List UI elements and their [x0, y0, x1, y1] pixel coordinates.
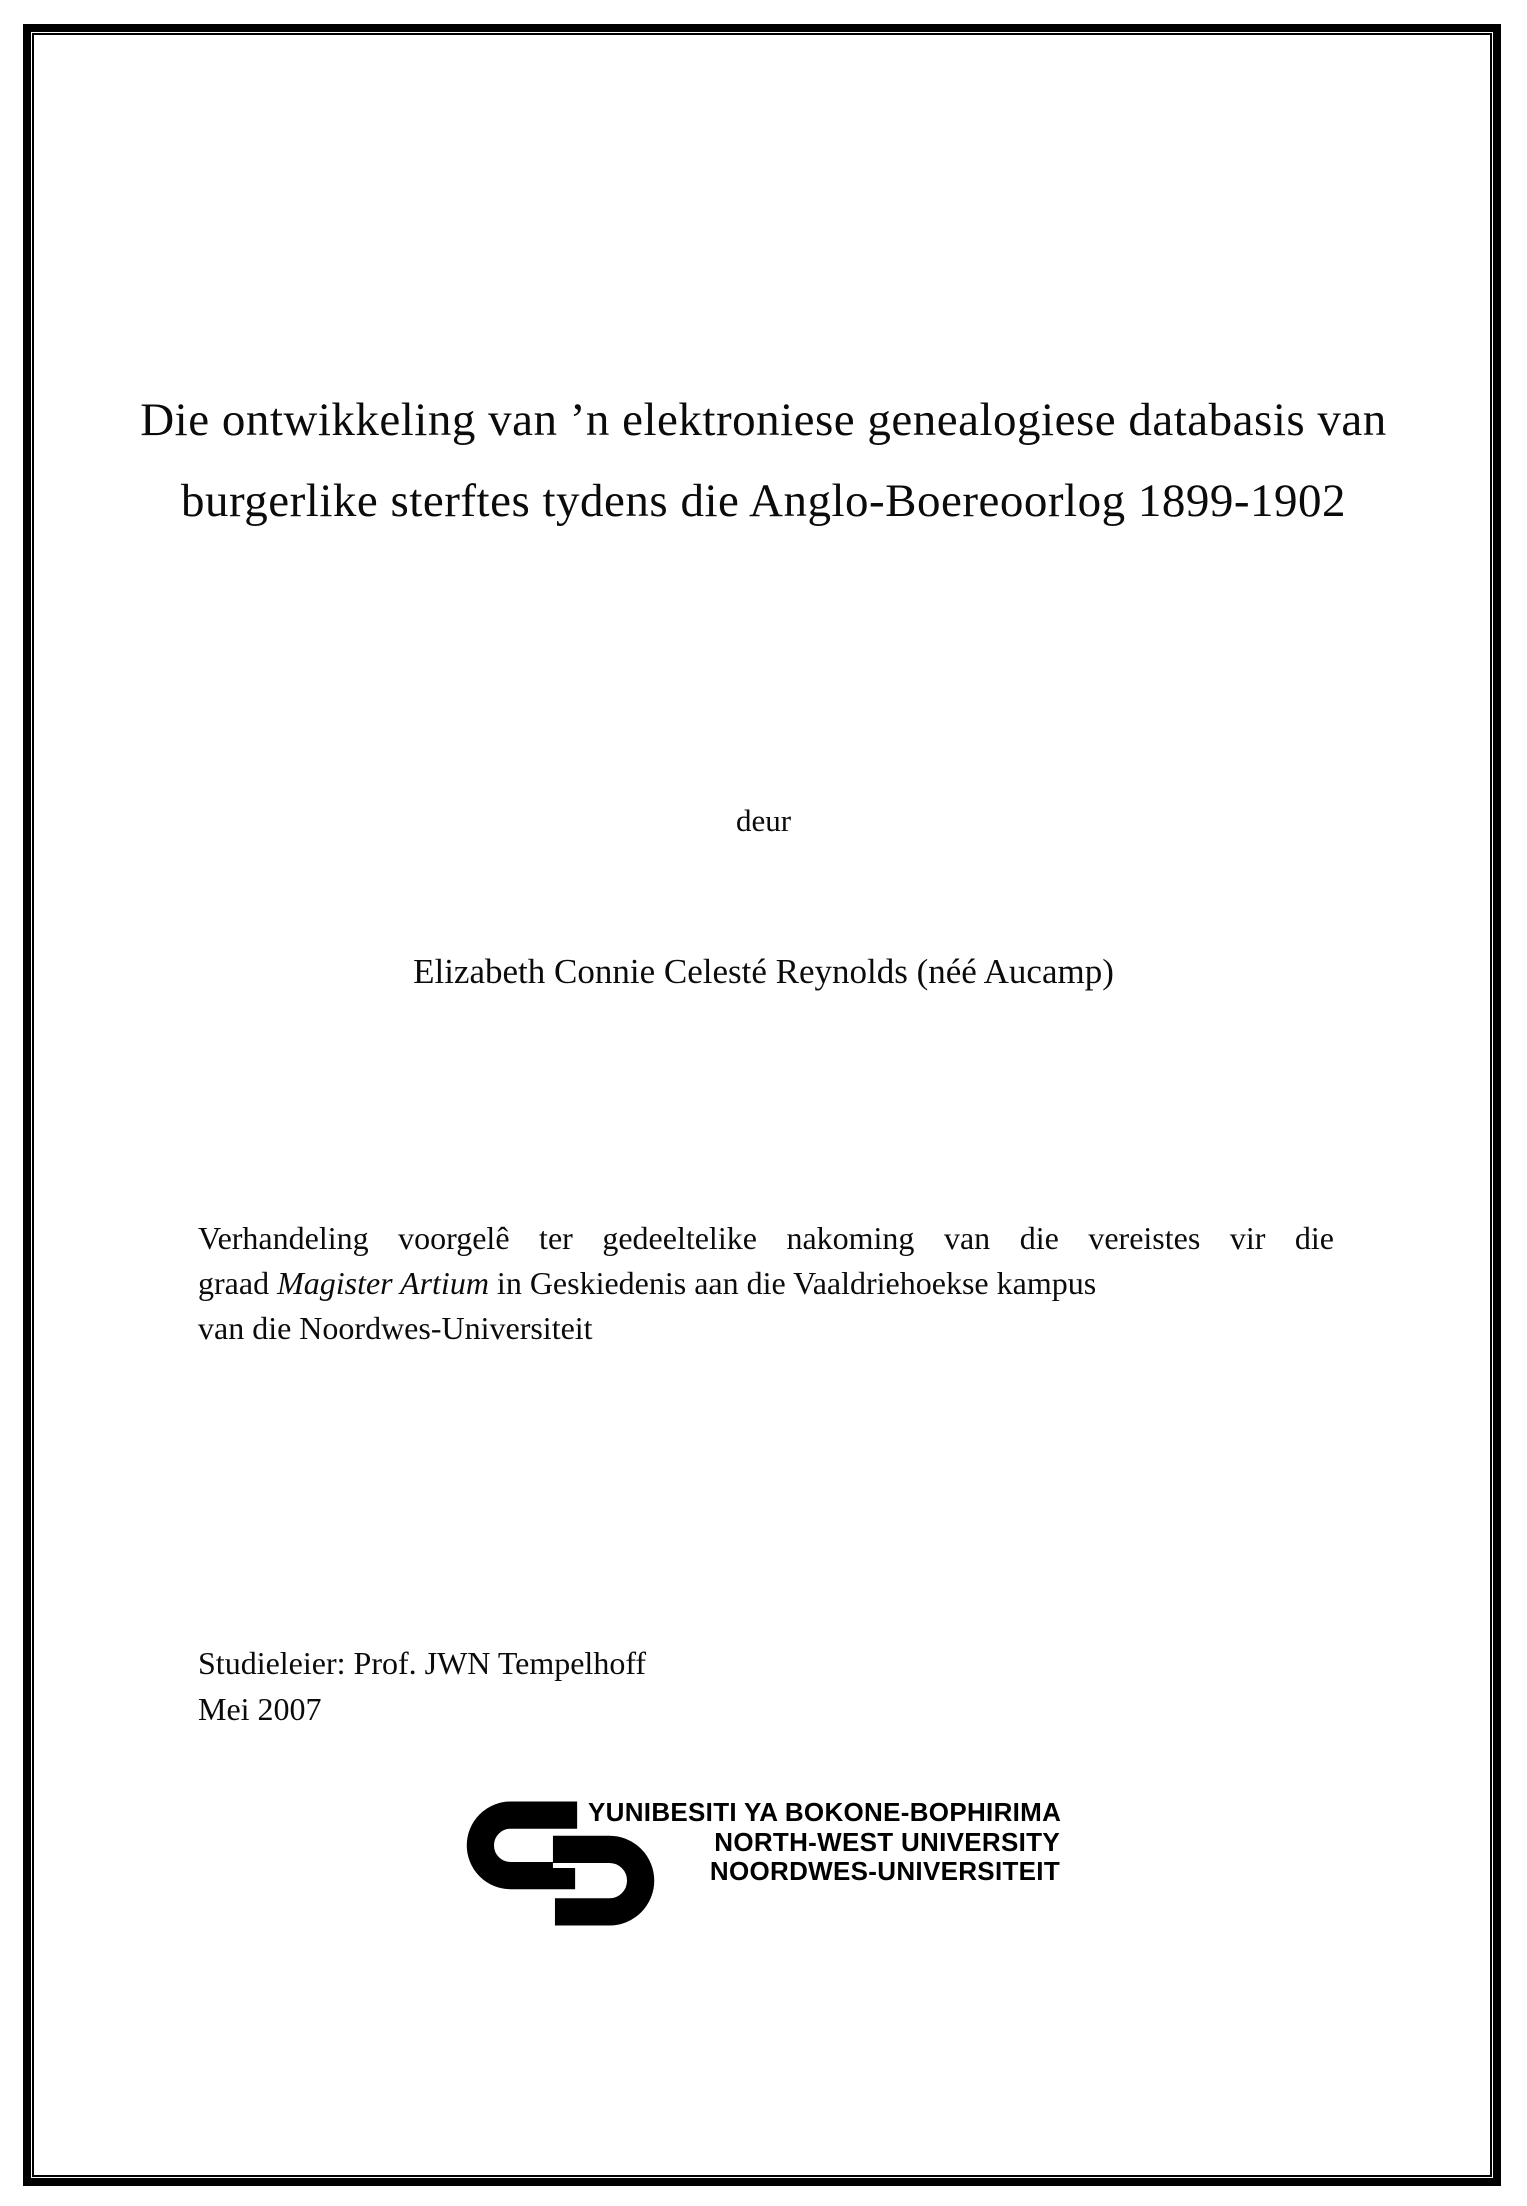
byline-label: deur [735, 803, 792, 838]
logo-text-setswana: YUNIBESITI YA BOKONE-BOPHIRIMA [588, 1797, 1062, 1827]
thesis-title [0, 380, 1527, 542]
degree-statement [198, 1216, 1334, 1351]
degree-statement-line3: van die Noordwes-Universiteit [198, 1310, 593, 1346]
university-logo-text [588, 1798, 1060, 1887]
thesis-title-line1: Die ontwikkeling van ’n elektroniese genealogiese databasis van [140, 394, 1387, 446]
logo-text-english: NORTH-WEST UNIVERSITY [714, 1826, 1060, 1857]
university-logo [464, 1796, 1064, 1936]
supervisor-line: Studieleier: Prof. JWN Tempelhoff [198, 1645, 647, 1681]
author-name: Elizabeth Connie Celesté Reynolds (néé Aucamp) [413, 952, 1114, 991]
supervisor-block [198, 1640, 646, 1732]
degree-statement-line1: Verhandeling voorgelê ter gedeeltelike nakoming van die vereistes vir die [198, 1220, 1334, 1256]
date-line: Mei 2007 [198, 1691, 322, 1727]
degree-name-italic: Magister Artium [277, 1265, 489, 1301]
degree-statement-line2-prefix: graad [198, 1265, 278, 1301]
degree-statement-line2-suffix: in Geskiedenis aan die Vaaldriehoekse kampus [488, 1265, 1097, 1301]
thesis-title-line2: burgerlike sterftes tydens die Anglo-Boereoorlog 1899-1902 [180, 475, 1347, 527]
logo-text-afrikaans: NOORDWES-UNIVERSITEIT [709, 1856, 1060, 1886]
degree-statement-line2 [198, 1261, 1334, 1306]
